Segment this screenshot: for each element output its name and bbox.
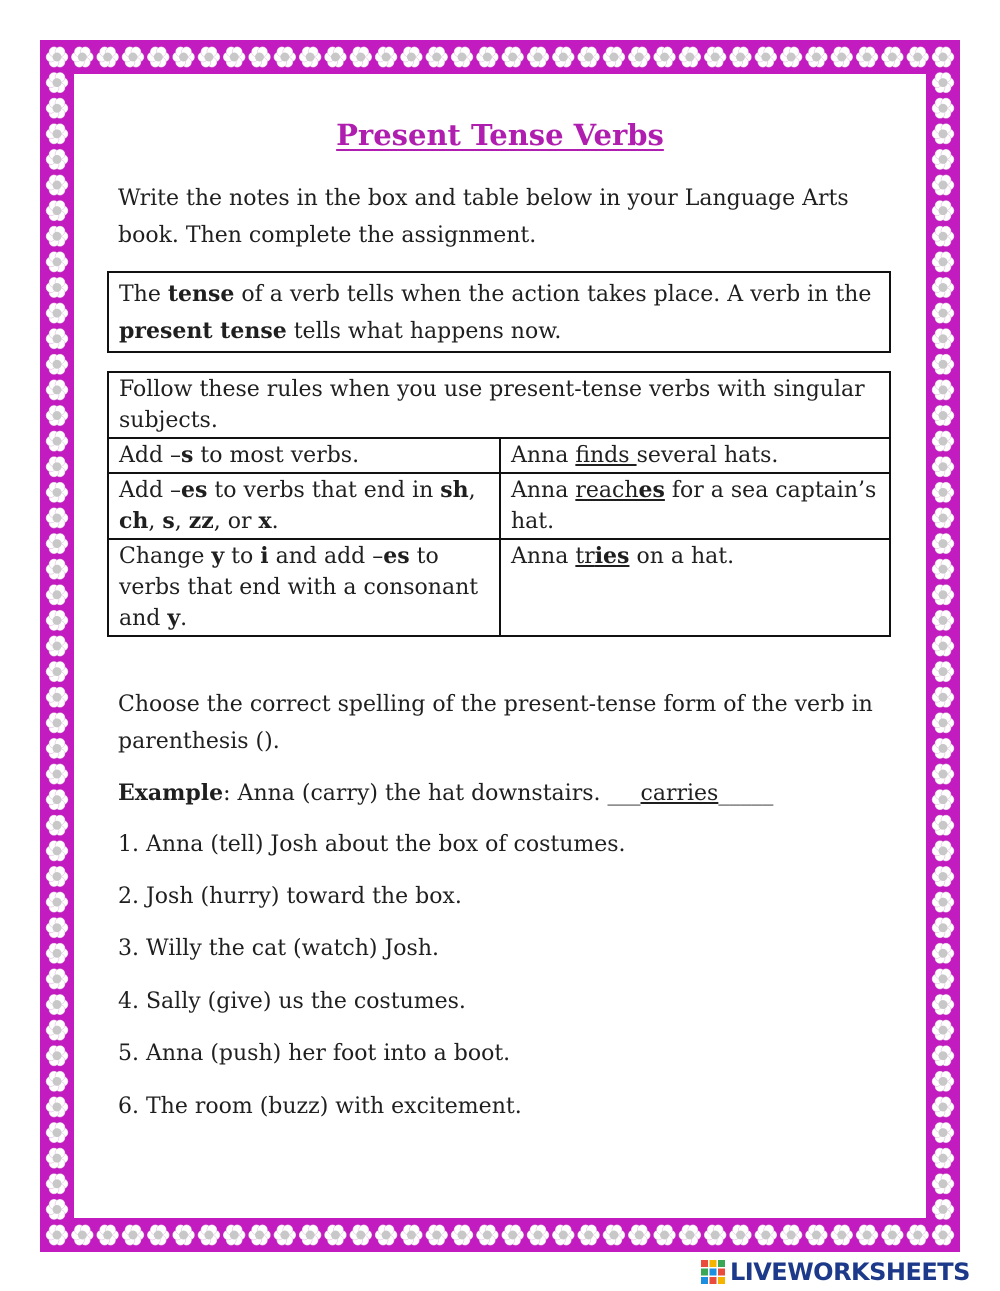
instructions-text: Choose the correct spelling of the present-tense form of the verb in parenthesis (). <box>118 692 873 754</box>
tense-term: tense <box>167 281 235 307</box>
liveworksheets-logo <box>700 1256 970 1288</box>
question-4: 4. Sally (give) us the costumes. <box>118 989 466 1014</box>
rules-table <box>107 371 891 637</box>
example-answer: carries <box>640 781 719 806</box>
table-row <box>108 539 890 636</box>
present-tense-term: present tense <box>119 318 287 344</box>
table-row <box>108 438 890 473</box>
page-title: Present Tense Verbs <box>336 118 664 152</box>
table-header: Follow these rules when you use present-tense verbs with singular subjects. <box>108 372 890 438</box>
example-cell: Anna reaches for a sea captain’s hat. <box>500 473 890 539</box>
rule-cell: Change y to i and add –es to verbs that end with a consonant and y. <box>108 539 500 636</box>
example-label: Example <box>118 780 224 806</box>
question-2: 2. Josh (hurry) toward the box. <box>118 884 462 909</box>
intro-text: Write the notes in the box and table below in your Language Arts book. Then complete the assignment. <box>118 186 849 248</box>
table-header-row <box>108 372 890 438</box>
rule-cell: Add –s to most verbs. <box>108 438 500 473</box>
logo-icon <box>700 1259 726 1285</box>
definition-box: The tense of a verb tells when the action takes place. A verb in the present tense tells what happens now. <box>107 271 891 353</box>
question-3: 3. Willy the cat (watch) Josh. <box>118 936 439 961</box>
example-cell: Anna tries on a hat. <box>500 539 890 636</box>
rule-cell: Add –es to verbs that end in sh, ch, s, zz, or x. <box>108 473 500 539</box>
example-line: Example: Anna (carry) the hat downstairs. ___carries_____ <box>118 780 774 806</box>
table-row <box>108 473 890 539</box>
question-5: 5. Anna (push) her foot into a boot. <box>118 1041 511 1066</box>
question-1: 1. Anna (tell) Josh about the box of costumes. <box>118 832 626 857</box>
example-cell: Anna finds several hats. <box>500 438 890 473</box>
watermark-text: LIVEWORKSHEETS <box>730 1258 970 1286</box>
question-6: 6. The room (buzz) with excitement. <box>118 1094 522 1119</box>
